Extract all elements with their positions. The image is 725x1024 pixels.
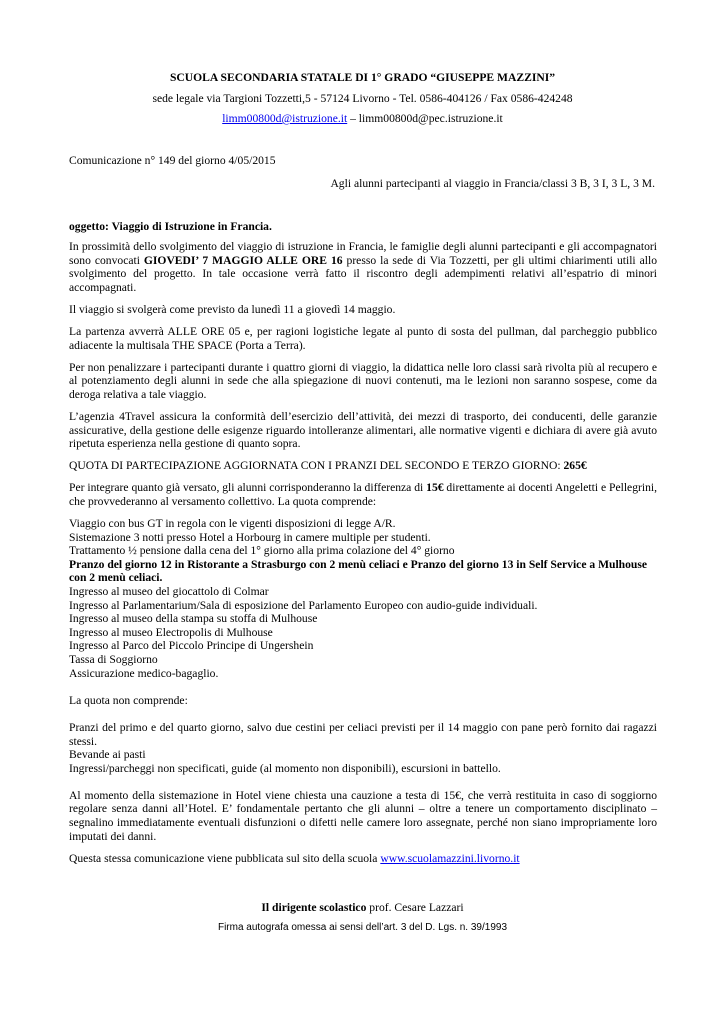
paragraph-meeting — [69, 240, 657, 294]
website-text: Questa stessa comunicazione viene pubblicata sul sito della scuola — [69, 851, 381, 865]
list-item: Ingresso al Parco del Piccolo Principe di Ungershein — [69, 639, 314, 653]
signature-note: Firma autografa omessa ai sensi dell’art. 3 del D. Lgs. n. 39/1993 — [217, 922, 508, 933]
integration-text-end: direttamente ai docenti Angeletti e Pellegrini, che provvederanno al versamento collettivo. La quota comprende: — [69, 481, 657, 508]
list-item-lunches: Pranzo del giorno 12 in Ristorante a Strasburgo con 2 menù celiaci e Pranzo del giorno 13 in Self Service a Mulhouse con 2 menù celiaci. — [69, 557, 648, 585]
recipients: Agli alunni partecipanti al viaggio in Francia/classi 3 B, 3 I, 3 L, 3 M. — [330, 177, 655, 190]
list-item: Pranzi del primo e del quarto giorno, salvo due cestini per celiaci previsti per il 14 maggio con pane però fornito dai ragazzi stessi. — [69, 720, 657, 748]
list-item: Sistemazione 3 notti presso Hotel a Horbourg in camere multiple per studenti. — [69, 530, 431, 544]
fee-text: QUOTA DI PARTECIPAZIONE AGGIORNATA CON I PRANZI DEL SECONDO E TERZO GIORNO: — [69, 459, 564, 473]
paragraph-agency: L’agenzia 4Travel assicura la conformità dell’esercizio dell’attività, dei mezzi di trasporto, dei conducenti, delle garanzie assicurative, della gestione delle esigenze riguardo intolleranze alimentari, alle normative vigenti e dichiara di avere già avuto ripetuta esperienza nella gestione di quanto sopra. — [69, 409, 657, 451]
paragraph-fee — [69, 459, 657, 473]
meeting-text: In prossimità dello svolgimento del viaggio di istruzione in Francia, le famiglie degli alunni partecipanti e gli accompagnatori sono convocati — [69, 240, 657, 267]
list-item: Viaggio con bus GT in regola con le vigenti disposizioni di legge A/R. — [69, 517, 396, 530]
list-item: Ingresso al Parlamentarium/Sala di esposizione del Parlamento Europeo con audio-guide individuali. — [69, 598, 538, 612]
integration-text: Per integrare quanto già versato, gli alunni corrisponderanno la differenza di — [69, 481, 427, 495]
list-item: Trattamento ½ pensione dalla cena del 1° giorno alla prima colazione del 4° giorno — [69, 544, 455, 558]
list-item: Ingresso al museo della stampa su stoffa di Mulhouse — [69, 612, 318, 626]
signature — [0, 901, 725, 915]
paragraph-departure: La partenza avverrà ALLE ORE 05 e, per ragioni logistiche legate al punto di sosta del pullman, dal parcheggio pubblico adiacente la multisala THE SPACE (Porta a Terra). — [69, 324, 657, 352]
email-separator: – — [347, 112, 359, 125]
school-name: SCUOLA SECONDARIA STATALE DI 1° GRADO “GIUSEPPE MAZZINI” — [169, 71, 556, 84]
letter-body — [69, 240, 657, 874]
list-item: Ingresso al museo Electropolis di Mulhouse — [69, 625, 273, 639]
pec-address: limm00800d@pec.istruzione.it — [358, 112, 503, 125]
includes-list — [69, 517, 657, 680]
communication-number: Comunicazione n° 149 del giorno 4/05/2015 — [69, 154, 276, 167]
integration-amount: 15€ — [426, 481, 444, 495]
list-item: Ingresso al museo del giocattolo di Colmar — [69, 584, 269, 598]
signature-role: Il dirigente scolastico — [261, 901, 367, 914]
paragraph-deposit: Al momento della sistemazione in Hotel viene chiesta una cauzione a testa di 15€, che verrà restituita in caso di soggiorno regolare senza danni all’Hotel. E’ fondamentale pertanto che gli alunni – oltre a tenere un comportamento disciplinato – segnalino immediatamente eventuali disfunzioni o difetti nelle camere loro assegnate, perché non siano impropriamente loro imputati dei danni. — [69, 788, 657, 843]
signature-name: prof. Cesare Lazzari — [366, 901, 464, 914]
excludes-list — [69, 721, 657, 775]
list-item: Ingressi/parcheggi non specificati, guide (al momento non disponibili), escursioni in battello. — [69, 761, 501, 775]
list-item: Assicurazione medico-bagaglio. — [69, 666, 219, 680]
email-link[interactable]: limm00800d@istruzione.it — [222, 112, 348, 125]
meeting-text-end: presso la sede di Via Tozzetti, per gli ultimi chiarimenti utili allo svolgimento del progetto. In tale occasione verrà fatto il riscontro degli adempimenti relativi all’espatrio di minori accompagnati. — [69, 253, 657, 294]
list-item: Bevande ai pasti — [69, 748, 146, 762]
paragraph-didactics: Per non penalizzare i partecipanti durante i quattro giorni di viaggio, la didattica nelle loro classi sarà rivolta più al recupero e al potenziamento degli alunni in sede che alla spiegazione di nuovi contenuti, ma le lezioni non saranno sospese, come da deroga relativa a tale viaggio. — [69, 360, 657, 401]
school-contacts — [0, 112, 725, 126]
excludes-title: La quota non comprende: — [69, 693, 188, 707]
website-link[interactable]: www.scuolamazzini.livorno.it — [380, 851, 520, 865]
paragraph-website — [69, 852, 657, 866]
subject-line: oggetto: Viaggio di Istruzione in Francia. — [69, 220, 272, 233]
school-address: sede legale via Targioni Tozzetti,5 - 57124 Livorno - Tel. 0586-404126 / Fax 0586-424248 — [152, 92, 573, 105]
fee-amount: 265€ — [563, 459, 587, 473]
meeting-date: GIOVEDI’ 7 MAGGIO ALLE ORE 16 — [143, 253, 343, 267]
list-item: Tassa di Soggiorno — [69, 652, 158, 666]
paragraph-integration — [69, 481, 657, 508]
paragraph-dates: Il viaggio si svolgerà come previsto da lunedì 11 a giovedì 14 maggio. — [69, 302, 396, 316]
